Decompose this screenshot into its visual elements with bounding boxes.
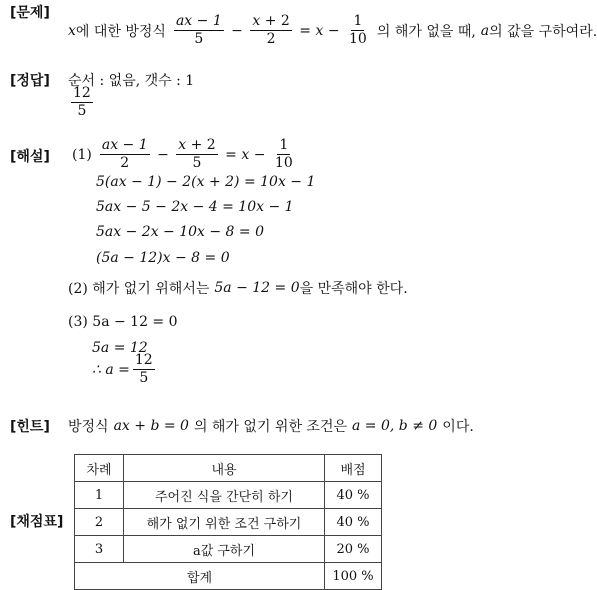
solution-eq3: 5ax − 5 − 2x − 4 = 10x − 1 [96, 199, 294, 215]
total-value: 100 % [325, 563, 382, 590]
fraction-x+2-over-2: $\frac{x + 2}{2}$ [252, 13, 290, 48]
solution-label: [해설] [10, 149, 50, 165]
problem-label: [문제] [10, 5, 50, 21]
answer-fraction: $\frac{12}{5}$ [73, 85, 91, 120]
rubric-header-row [75, 455, 382, 482]
table-row: 1 주어진 식을 간단히 하기 40 % [75, 482, 382, 509]
solution-eq5: (5a − 12)x − 8 = 0 [96, 250, 230, 266]
rubric-label: [채점표] [10, 514, 64, 530]
total-label: 합계 [75, 563, 325, 590]
header-score: 배점 [325, 455, 382, 482]
rubric-table [74, 454, 382, 590]
answer-line: 순서 : 없음, 갯수 : 1 [68, 73, 195, 89]
solution-step1: (1) $\frac{ax - 1}{2}$ − $\frac{x + 2}{5}$ = x − $\frac{1}{10}$ [72, 137, 293, 172]
solution-eq4: 5ax − 2x − 10x − 8 = 0 [96, 224, 264, 240]
solution-step3: (3) 5a − 12 = 0 [68, 314, 178, 330]
hint-text: 방정식 ax + b = 0 의 해가 없기 위한 조건은 a = 0, b ≠ 0 이다. [68, 418, 474, 435]
header-order: 차례 [75, 455, 124, 482]
solution-step2: (2) 해가 없기 위해서는 5a − 12 = 0 을 만족해야 한다. [68, 280, 408, 297]
hint-label: [힌트] [10, 419, 50, 435]
solution-eq2: 5(ax − 1) − 2(x + 2) = 10x − 1 [96, 174, 316, 190]
problem-text: x 에 대한 방정식 $\frac{ax - 1}{5}$ − $\frac{x + 2}{2}$ = x − $\frac{1}{10}$ 의 해가 없을 때, a 의 값을 구하여라. [68, 13, 597, 48]
solution-eq6: 5a = 12 [92, 340, 148, 356]
header-content: 내용 [124, 455, 325, 482]
solution-therefore: ∴ a = $\frac{12}{5}$ [92, 352, 153, 387]
fraction-1-over-10: $\frac{1}{10}$ [349, 13, 367, 48]
rubric-total-row [75, 563, 382, 590]
fraction-ax-1-over-5: $\frac{ax - 1}{5}$ [175, 13, 222, 48]
table-row: 2 해가 없기 위한 조건 구하기 40 % [75, 509, 382, 536]
table-row: 3 a값 구하기 20 % [75, 536, 382, 563]
answer-label: [정답] [10, 73, 50, 89]
